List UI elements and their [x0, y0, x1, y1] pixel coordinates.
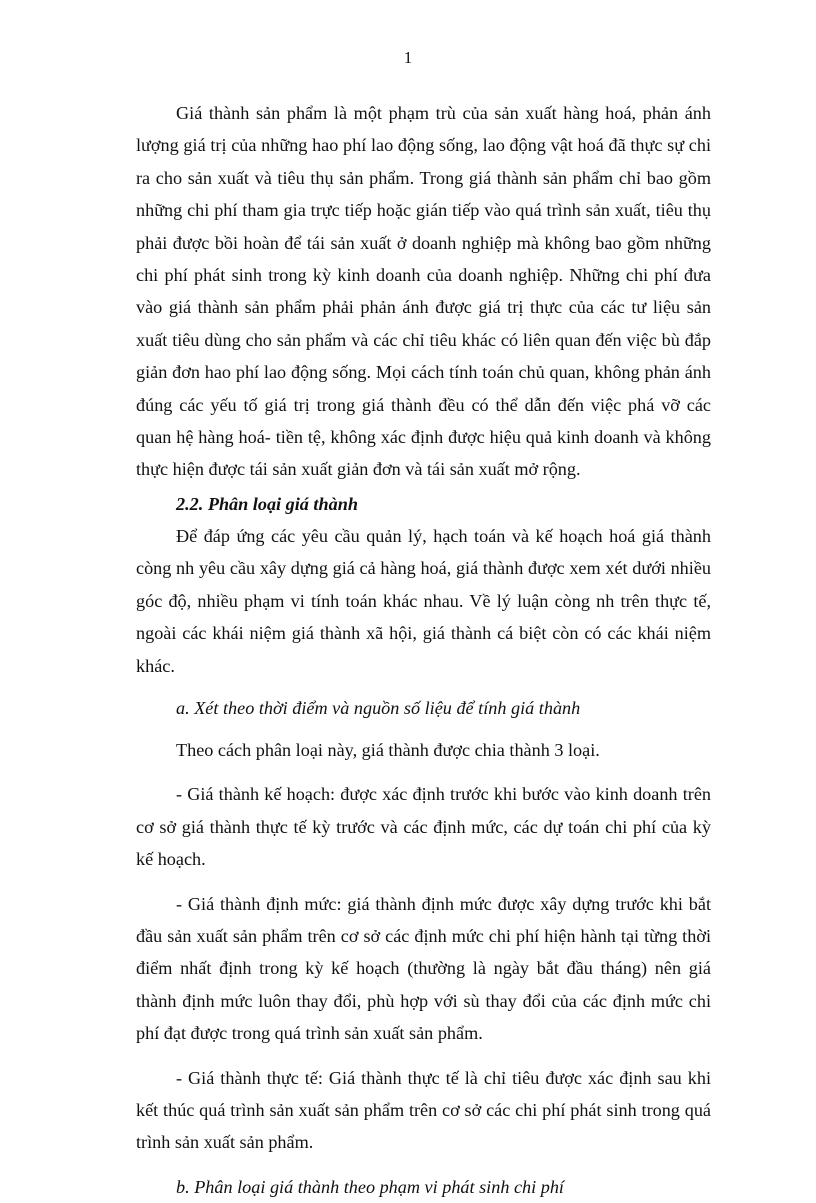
intro-paragraph: Giá thành sản phẩm là một phạm trù của sản xuất hàng hoá, phản ánh lượng giá trị của những hao phí lao động sống, lao động vật hoá đã thực sự chi ra cho sản xuất và tiêu thụ sản phẩm. Trong giá thành sản phẩm chỉ bao gồm những chi phí tham gia trực tiếp hoặc gián tiếp vào quá trình sản xuất, tiêu thụ phải được bồi hoàn để tái sản xuất ở doanh nghiệp mà không bao gồm những chi phí phát sinh trong kỳ kinh doanh của doanh nghiệp. Những chi phí đưa vào giá thành sản phẩm phải phản ánh được giá trị thực của các tư liệu sản xuất tiêu dùng cho sản phẩm và các chỉ tiêu khác có liên quan đến việc bù đắp giản đơn hao phí lao động sống. Mọi cách tính toán chủ quan, không phản ánh đúng các yếu tố giá trị trong giá thành đều có thể dẫn đến việc phá vỡ các quan hệ hàng hoá- tiền tệ, không xác định được hiệu quả kinh doanh và không thực hiện được tái sản xuất giản đơn và tái sản xuất mở rộng.: [136, 103, 711, 480]
subheading-b: b. Phân loại giá thành theo phạm vi phát sinh chi phí: [176, 1176, 564, 1197]
list-item-actual-cost: - Giá thành thực tế: Giá thành thực tế là chỉ tiêu được xác định sau khi kết thúc quá trình sản xuất sản phẩm trên cơ sở các chi phí phát sinh trong quá trình sản xuất sản phẩm.: [136, 1067, 711, 1153]
classification-paragraph: Theo cách phân loại này, giá thành được chia thành 3 loại.: [176, 739, 600, 760]
page-number: 1: [403, 48, 413, 67]
document-body: [136, 97, 711, 1203]
section-heading: 2.2. Phân loại giá thành: [176, 493, 358, 514]
subheading-a: a. Xét theo thời điểm và nguồn số liệu để tính giá thành: [176, 697, 581, 718]
list-item-planned-cost: - Giá thành kế hoạch: được xác định trước khi bước vào kinh doanh trên cơ sở giá thành thực tế kỳ trước và các định mức, các dự toán chi phí của kỳ kế hoạch.: [136, 784, 711, 870]
section-intro-paragraph: Để đáp ứng các yêu cầu quản lý, hạch toán và kế hoạch hoá giá thành còng nh yêu cầu xây dựng giá cả hàng hoá, giá thành được xem xét dưới nhiều góc độ, nhiều phạm vi tính toán khác nhau. Về lý luận còng nh trên thực tế, ngoài các khái niệm giá thành xã hội, giá thành cá biệt còn có các khái niệm khác.: [136, 525, 711, 676]
list-item-standard-cost: - Giá thành định mức: giá thành định mức được xây dựng trước khi bắt đầu sản xuất sản phẩm trên cơ sở các định mức chi phí hiện hành tại từng thời điểm nhất định trong kỳ kế hoạch (thường là ngày bắt đầu tháng) nên giá thành định mức luôn thay đổi, phù hợp với sù thay đổi của các định mức chi phí đạt được trong quá trình sản xuất sản phẩm.: [136, 893, 711, 1044]
